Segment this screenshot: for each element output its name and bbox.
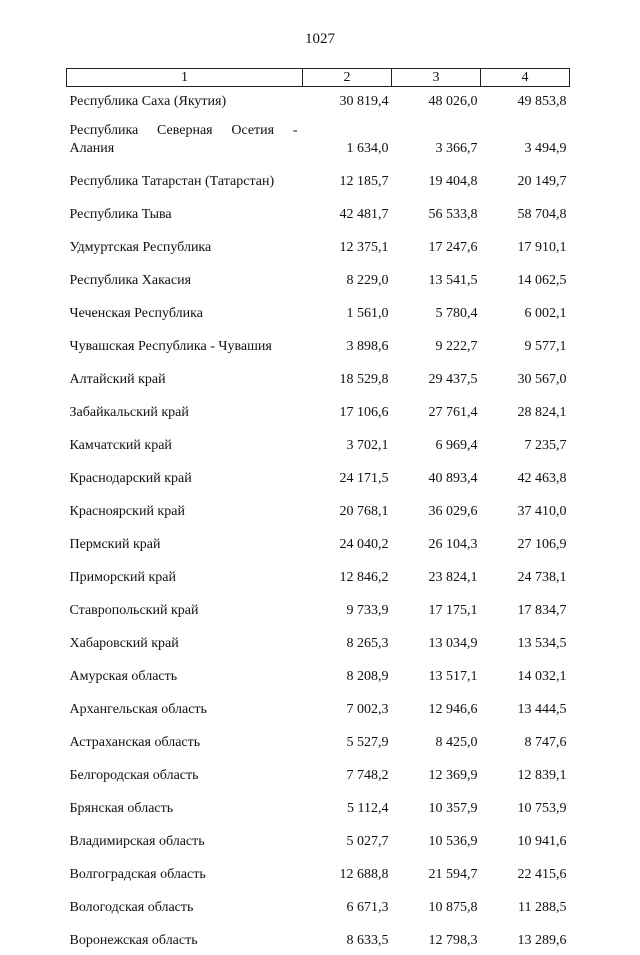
value-col-3: 10 357,9 bbox=[392, 790, 481, 823]
table-row bbox=[67, 757, 570, 790]
table-row bbox=[67, 87, 570, 115]
value-col-2: 8 208,9 bbox=[303, 658, 392, 691]
table-row bbox=[67, 427, 570, 460]
region-name: Чеченская Республика bbox=[67, 295, 303, 328]
value-col-4: 17 910,1 bbox=[481, 229, 570, 262]
region-name: Хабаровский край bbox=[67, 625, 303, 658]
table-row bbox=[67, 394, 570, 427]
value-col-2: 12 846,2 bbox=[303, 559, 392, 592]
table-row bbox=[67, 229, 570, 262]
value-col-2: 5 027,7 bbox=[303, 823, 392, 856]
value-col-2: 18 529,8 bbox=[303, 361, 392, 394]
region-name: Краснодарский край bbox=[67, 460, 303, 493]
value-col-2: 30 819,4 bbox=[303, 87, 392, 115]
table-row bbox=[67, 658, 570, 691]
value-col-2: 24 171,5 bbox=[303, 460, 392, 493]
region-name: Волгоградская область bbox=[67, 856, 303, 889]
value-col-4: 8 747,6 bbox=[481, 724, 570, 757]
region-name: Амурская область bbox=[67, 658, 303, 691]
value-col-2: 7 002,3 bbox=[303, 691, 392, 724]
table-row bbox=[67, 856, 570, 889]
value-col-3: 27 761,4 bbox=[392, 394, 481, 427]
table-header bbox=[67, 69, 570, 87]
region-name: Владимирская область bbox=[67, 823, 303, 856]
value-col-2: 12 688,8 bbox=[303, 856, 392, 889]
region-name: Архангельская область bbox=[67, 691, 303, 724]
table-row bbox=[67, 724, 570, 757]
region-name: Камчатский край bbox=[67, 427, 303, 460]
value-col-2: 5 527,9 bbox=[303, 724, 392, 757]
value-col-3: 8 425,0 bbox=[392, 724, 481, 757]
region-name: Белгородская область bbox=[67, 757, 303, 790]
value-col-3: 6 969,4 bbox=[392, 427, 481, 460]
region-name: Республика Татарстан (Татарстан) bbox=[67, 163, 303, 196]
value-col-3: 10 536,9 bbox=[392, 823, 481, 856]
table-row bbox=[67, 526, 570, 559]
value-col-3: 36 029,6 bbox=[392, 493, 481, 526]
value-col-2: 24 040,2 bbox=[303, 526, 392, 559]
value-col-2: 9 733,9 bbox=[303, 592, 392, 625]
value-col-2: 3 898,6 bbox=[303, 328, 392, 361]
value-col-4: 9 577,1 bbox=[481, 328, 570, 361]
value-col-3: 12 946,6 bbox=[392, 691, 481, 724]
value-col-4: 58 704,8 bbox=[481, 196, 570, 229]
page-number: 1027 bbox=[0, 31, 640, 48]
value-col-4: 37 410,0 bbox=[481, 493, 570, 526]
value-col-4: 13 534,5 bbox=[481, 625, 570, 658]
table-row bbox=[67, 361, 570, 394]
table-row bbox=[67, 922, 570, 955]
value-col-4: 13 289,6 bbox=[481, 922, 570, 955]
region-name: Ставропольский край bbox=[67, 592, 303, 625]
value-col-4: 20 149,7 bbox=[481, 163, 570, 196]
region-name-line-2: Алания bbox=[70, 141, 115, 156]
table-row bbox=[67, 559, 570, 592]
value-col-4: 17 834,7 bbox=[481, 592, 570, 625]
column-header-2: 2 bbox=[303, 69, 392, 87]
value-col-2: 12 185,7 bbox=[303, 163, 392, 196]
value-col-2: 17 106,6 bbox=[303, 394, 392, 427]
value-col-2: 5 112,4 bbox=[303, 790, 392, 823]
region-name: Республика Хакасия bbox=[67, 262, 303, 295]
table-row bbox=[67, 262, 570, 295]
value-col-3: 13 034,9 bbox=[392, 625, 481, 658]
table-row bbox=[67, 295, 570, 328]
value-col-3: 40 893,4 bbox=[392, 460, 481, 493]
value-col-2: 12 375,1 bbox=[303, 229, 392, 262]
value-col-3: 17 247,6 bbox=[392, 229, 481, 262]
value-col-2: 6 671,3 bbox=[303, 889, 392, 922]
value-col-4: 30 567,0 bbox=[481, 361, 570, 394]
value-col-3: 12 369,9 bbox=[392, 757, 481, 790]
value-col-4: 27 106,9 bbox=[481, 526, 570, 559]
value-col-4: 28 824,1 bbox=[481, 394, 570, 427]
value-col-4: 14 062,5 bbox=[481, 262, 570, 295]
table-row bbox=[67, 493, 570, 526]
header-row bbox=[67, 69, 570, 87]
column-header-1: 1 bbox=[67, 69, 303, 87]
table-row bbox=[67, 823, 570, 856]
value-col-2: 8 265,3 bbox=[303, 625, 392, 658]
value-col-3: 10 875,8 bbox=[392, 889, 481, 922]
table-body bbox=[67, 87, 570, 955]
table-row bbox=[67, 114, 570, 163]
value-col-3: 26 104,3 bbox=[392, 526, 481, 559]
region-name-line-1: Республика Северная Осетия - bbox=[70, 122, 298, 140]
column-header-4: 4 bbox=[481, 69, 570, 87]
value-col-2: 42 481,7 bbox=[303, 196, 392, 229]
value-col-2: 20 768,1 bbox=[303, 493, 392, 526]
region-name: Республика Саха (Якутия) bbox=[67, 87, 303, 115]
region-name: Республика Тыва bbox=[67, 196, 303, 229]
value-col-3: 5 780,4 bbox=[392, 295, 481, 328]
value-col-3: 48 026,0 bbox=[392, 87, 481, 115]
table-row bbox=[67, 460, 570, 493]
data-table bbox=[66, 68, 570, 955]
region-name: Чувашская Республика - Чувашия bbox=[67, 328, 303, 361]
region-name: Вологодская область bbox=[67, 889, 303, 922]
region-name: Красноярский край bbox=[67, 493, 303, 526]
column-header-3: 3 bbox=[392, 69, 481, 87]
value-col-2: 1 561,0 bbox=[303, 295, 392, 328]
value-col-4: 14 032,1 bbox=[481, 658, 570, 691]
value-col-4: 11 288,5 bbox=[481, 889, 570, 922]
value-col-3: 13 541,5 bbox=[392, 262, 481, 295]
value-col-3: 3 366,7 bbox=[392, 114, 481, 163]
value-col-3: 9 222,7 bbox=[392, 328, 481, 361]
region-name: Пермский край bbox=[67, 526, 303, 559]
region-name: Воронежская область bbox=[67, 922, 303, 955]
value-col-2: 8 229,0 bbox=[303, 262, 392, 295]
value-col-4: 6 002,1 bbox=[481, 295, 570, 328]
region-name bbox=[67, 114, 303, 163]
value-col-3: 21 594,7 bbox=[392, 856, 481, 889]
region-name: Удмуртская Республика bbox=[67, 229, 303, 262]
value-col-3: 13 517,1 bbox=[392, 658, 481, 691]
value-col-3: 23 824,1 bbox=[392, 559, 481, 592]
value-col-4: 3 494,9 bbox=[481, 114, 570, 163]
table-row bbox=[67, 328, 570, 361]
table-row bbox=[67, 889, 570, 922]
value-col-2: 3 702,1 bbox=[303, 427, 392, 460]
value-col-3: 17 175,1 bbox=[392, 592, 481, 625]
table-row bbox=[67, 196, 570, 229]
value-col-4: 13 444,5 bbox=[481, 691, 570, 724]
region-name: Приморский край bbox=[67, 559, 303, 592]
value-col-4: 42 463,8 bbox=[481, 460, 570, 493]
value-col-3: 29 437,5 bbox=[392, 361, 481, 394]
table-row bbox=[67, 592, 570, 625]
value-col-3: 19 404,8 bbox=[392, 163, 481, 196]
value-col-4: 22 415,6 bbox=[481, 856, 570, 889]
value-col-2: 8 633,5 bbox=[303, 922, 392, 955]
value-col-2: 7 748,2 bbox=[303, 757, 392, 790]
region-name: Алтайский край bbox=[67, 361, 303, 394]
value-col-4: 7 235,7 bbox=[481, 427, 570, 460]
value-col-3: 56 533,8 bbox=[392, 196, 481, 229]
region-name: Астраханская область bbox=[67, 724, 303, 757]
value-col-3: 12 798,3 bbox=[392, 922, 481, 955]
value-col-4: 24 738,1 bbox=[481, 559, 570, 592]
value-col-4: 12 839,1 bbox=[481, 757, 570, 790]
region-name: Забайкальский край bbox=[67, 394, 303, 427]
value-col-4: 10 753,9 bbox=[481, 790, 570, 823]
value-col-4: 49 853,8 bbox=[481, 87, 570, 115]
table-row bbox=[67, 790, 570, 823]
value-col-2: 1 634,0 bbox=[303, 114, 392, 163]
region-name: Брянская область bbox=[67, 790, 303, 823]
table-row bbox=[67, 625, 570, 658]
value-col-4: 10 941,6 bbox=[481, 823, 570, 856]
table-row bbox=[67, 163, 570, 196]
table-row bbox=[67, 691, 570, 724]
